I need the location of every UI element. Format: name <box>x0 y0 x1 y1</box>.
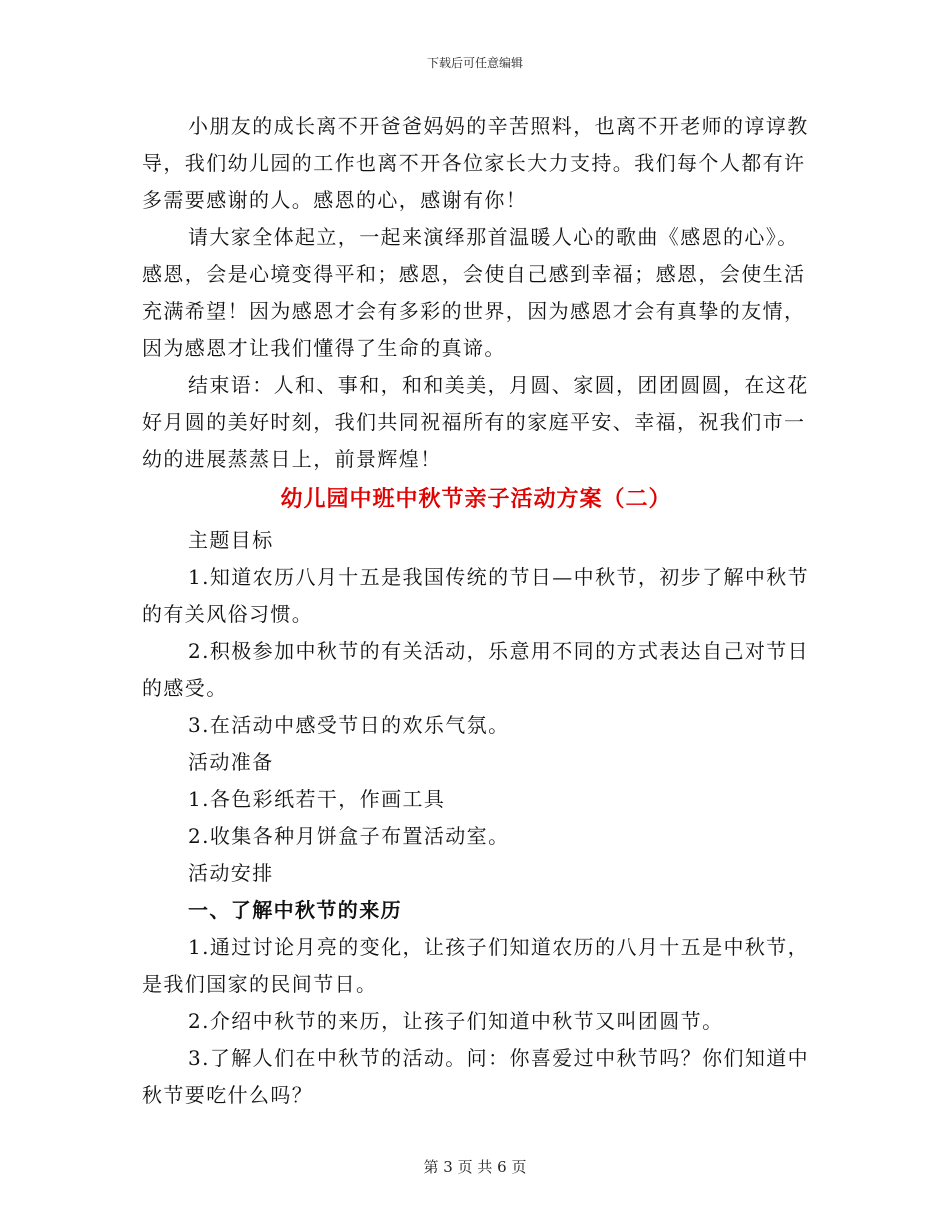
goal-item-3: 3.在活动中感受节日的欢乐气氛。 <box>188 713 510 737</box>
preparation-heading: 活动准备 <box>188 750 274 774</box>
page-footer: 第 3 页 共 6 页 <box>423 1158 527 1176</box>
page-header: 下载后可任意编辑 <box>426 56 523 70</box>
intro-paragraph-2: 请大家全体起立，一起来演绎那首温暖人心的歌曲《感恩的心》。感恩，会是心境变得平和；感恩，会使自己感到幸福；感恩，会使生活充满希望！因为感恩才会有多彩的世界，因为感恩才会有真挚的友情，因为感恩才让我们懂得了生命的真谛。 <box>142 225 806 360</box>
goals-heading: 主题目标 <box>188 528 274 552</box>
goal-item-1: 1.知道农历八月十五是我国传统的节日—中秋节，初步了解中秋节的有关风俗习惯。 <box>142 565 810 626</box>
preparation-item-1: 1.各色彩纸若干，作画工具 <box>188 787 446 811</box>
document-body <box>142 108 810 1114</box>
intro-paragraph-3: 结束语：人和、事和，和和美美，月圆、家圆，团团圆圆，在这花好月圆的美好时刻，我们共同祝福所有的家庭平安、幸福，祝我们市一幼的进展蒸蒸日上，前景辉煌！ <box>142 373 809 471</box>
intro-paragraph-1: 小朋友的成长离不开爸爸妈妈的辛苦照料，也离不开老师的谆谆教导，我们幼儿园的工作也离不开各位家长大力支持。我们每个人都有许多需要感谢的人。感恩的心，感谢有你！ <box>142 114 809 212</box>
goal-item-2: 2.积极参加中秋节的有关活动，乐意用不同的方式表达自己对节日的感受。 <box>142 639 810 700</box>
arrangement-item-2: 2.介绍中秋节的来历，让孩子们知道中秋节又叫团圆节。 <box>188 1009 724 1033</box>
arrangement-heading: 活动安排 <box>188 861 274 885</box>
arrangement-item-3: 3.了解人们在中秋节的活动。问：你喜爱过中秋节吗？你们知道中秋节要吃什么吗？ <box>142 1046 810 1107</box>
section-title: 幼儿园中班中秋节亲子活动方案（二） <box>280 487 672 512</box>
preparation-item-2: 2.收集各种月饼盒子布置活动室。 <box>188 824 510 848</box>
arrangement-subheading: 一、了解中秋节的来历 <box>188 898 402 922</box>
arrangement-item-1: 1.通过讨论月亮的变化，让孩子们知道农历的八月十五是中秋节，是我们国家的民间节日。 <box>142 935 810 996</box>
